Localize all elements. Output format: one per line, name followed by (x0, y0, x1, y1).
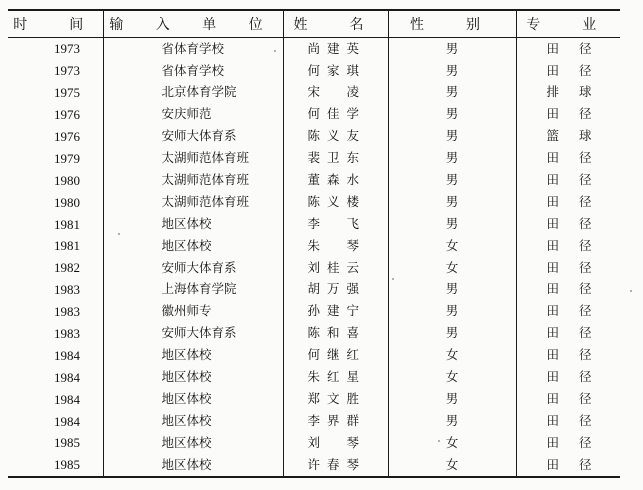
year-cell: 1981 (54, 238, 80, 254)
major-cell: 田径 (516, 235, 620, 257)
major-cell: 田径 (516, 410, 620, 432)
unit-cell: 地区体校 (103, 366, 283, 388)
name-cell: 朱红星 (283, 366, 388, 388)
table-row (8, 147, 620, 169)
name-cell: 何继红 (283, 344, 388, 366)
major-cell: 田径 (516, 279, 620, 301)
gender-cell: 女 (388, 432, 516, 454)
personnel-table (8, 9, 620, 478)
year-cell: 1983 (54, 282, 80, 298)
unit-cell: 徽州师专 (103, 301, 283, 323)
year-cell: 1981 (54, 216, 80, 232)
gender-cell: 男 (388, 60, 516, 82)
header-row (8, 10, 620, 38)
scan-speck (630, 290, 632, 292)
unit-cell: 安师大体育系 (103, 126, 283, 148)
name-cell: 李 飞 (283, 213, 388, 235)
gender-cell: 女 (388, 454, 516, 477)
gender-cell: 男 (388, 213, 516, 235)
header-major: 专 业 (516, 10, 620, 38)
name-cell: 朱 琴 (283, 235, 388, 257)
scan-speck (438, 440, 440, 442)
table-row (8, 301, 620, 323)
gender-cell: 男 (388, 323, 516, 345)
year-cell: 1984 (54, 347, 80, 363)
gender-cell: 女 (388, 257, 516, 279)
unit-cell: 太湖师范体育班 (103, 191, 283, 213)
year-cell: 1984 (54, 391, 80, 407)
gender-cell: 男 (388, 169, 516, 191)
table-row (8, 213, 620, 235)
name-cell: 何家琪 (283, 60, 388, 82)
table-row (8, 126, 620, 148)
gender-cell: 男 (388, 191, 516, 213)
name-cell: 宋 凌 (283, 82, 388, 104)
unit-cell: 地区体校 (103, 454, 283, 477)
unit-cell: 安庆师范 (103, 104, 283, 126)
unit-cell: 省体育学校 (103, 60, 283, 82)
gender-cell: 男 (388, 147, 516, 169)
year-cell: 1985 (54, 435, 80, 451)
major-cell: 田径 (516, 344, 620, 366)
year-cell: 1982 (54, 260, 80, 276)
gender-cell: 男 (388, 301, 516, 323)
major-cell: 田径 (516, 104, 620, 126)
scan-speck (274, 50, 276, 52)
name-cell: 郑文胜 (283, 388, 388, 410)
table-row (8, 235, 620, 257)
year-cell: 1976 (54, 107, 80, 123)
major-cell: 田径 (516, 147, 620, 169)
table-row (8, 432, 620, 454)
table-row (8, 323, 620, 345)
major-cell: 田径 (516, 301, 620, 323)
gender-cell: 男 (388, 38, 516, 60)
unit-cell: 北京体育学院 (103, 82, 283, 104)
year-cell: 1976 (54, 129, 80, 144)
year-cell: 1983 (54, 326, 80, 342)
table-row (8, 104, 620, 126)
unit-cell: 省体育学校 (103, 38, 283, 60)
unit-cell: 地区体校 (103, 213, 283, 235)
unit-cell: 太湖师范体育班 (103, 147, 283, 169)
name-cell: 刘桂云 (283, 257, 388, 279)
table-row (8, 38, 620, 60)
header-time: 时 间 (8, 10, 103, 38)
major-cell: 田径 (516, 388, 620, 410)
name-cell: 尚建英 (283, 38, 388, 60)
gender-cell: 男 (388, 279, 516, 301)
gender-cell: 女 (388, 366, 516, 388)
name-cell: 何佳学 (283, 104, 388, 126)
table-row (8, 191, 620, 213)
year-cell: 1984 (54, 413, 80, 429)
table-row (8, 344, 620, 366)
unit-cell: 安师大体育系 (103, 323, 283, 345)
year-cell: 1973 (54, 41, 80, 57)
gender-cell: 男 (388, 410, 516, 432)
table-row (8, 60, 620, 82)
year-cell: 1984 (54, 369, 80, 385)
gender-cell: 男 (388, 104, 516, 126)
year-cell: 1975 (54, 85, 80, 101)
year-cell: 1980 (54, 172, 80, 188)
name-cell: 孙建宁 (283, 301, 388, 323)
year-cell: 1973 (54, 63, 80, 79)
year-cell: 1985 (8, 454, 103, 477)
unit-cell: 安师大体育系 (103, 257, 283, 279)
header-gender: 性 别 (388, 10, 516, 38)
name-cell: 陈义友 (283, 126, 388, 148)
major-cell: 田径 (516, 432, 620, 454)
table-row (8, 279, 620, 301)
unit-cell: 地区体校 (103, 388, 283, 410)
name-cell: 李界群 (283, 410, 388, 432)
year-cell: 1979 (54, 150, 80, 166)
table-row (8, 454, 620, 477)
header-unit: 输 入 单 位 (103, 10, 283, 38)
table-row (8, 366, 620, 388)
unit-cell: 地区体校 (103, 235, 283, 257)
major-cell: 排球 (516, 82, 620, 104)
name-cell: 陈义楼 (283, 191, 388, 213)
scan-speck (392, 278, 394, 280)
major-cell: 篮球 (516, 126, 620, 148)
unit-cell: 地区体校 (103, 344, 283, 366)
major-cell: 田径 (516, 169, 620, 191)
table-row (8, 410, 620, 432)
table-row (8, 257, 620, 279)
unit-cell: 上海体育学院 (103, 279, 283, 301)
table-row (8, 82, 620, 104)
table-body (8, 38, 620, 477)
unit-cell: 太湖师范体育班 (103, 169, 283, 191)
gender-cell: 男 (388, 82, 516, 104)
gender-cell: 女 (388, 235, 516, 257)
table-row (8, 169, 620, 191)
name-cell: 胡万强 (283, 279, 388, 301)
major-cell: 田径 (516, 191, 620, 213)
gender-cell: 男 (388, 126, 516, 148)
year-cell: 1980 (54, 194, 80, 210)
major-cell: 田径 (516, 454, 620, 477)
unit-cell: 地区体校 (103, 410, 283, 432)
gender-cell: 男 (388, 388, 516, 410)
scan-speck (118, 233, 120, 235)
major-cell: 田径 (516, 323, 620, 345)
name-cell: 许春琴 (283, 454, 388, 477)
name-cell: 裴卫东 (283, 147, 388, 169)
table-row (8, 388, 620, 410)
major-cell: 田径 (516, 366, 620, 388)
name-cell: 董森水 (283, 169, 388, 191)
major-cell: 田径 (516, 257, 620, 279)
major-cell: 田径 (516, 38, 620, 60)
major-cell: 田径 (516, 60, 620, 82)
name-cell: 陈和喜 (283, 323, 388, 345)
name-cell: 刘 琴 (283, 432, 388, 454)
major-cell: 田径 (516, 213, 620, 235)
year-cell: 1983 (54, 304, 80, 320)
gender-cell: 女 (388, 344, 516, 366)
header-name: 姓 名 (283, 10, 388, 38)
unit-cell: 地区体校 (103, 432, 283, 454)
